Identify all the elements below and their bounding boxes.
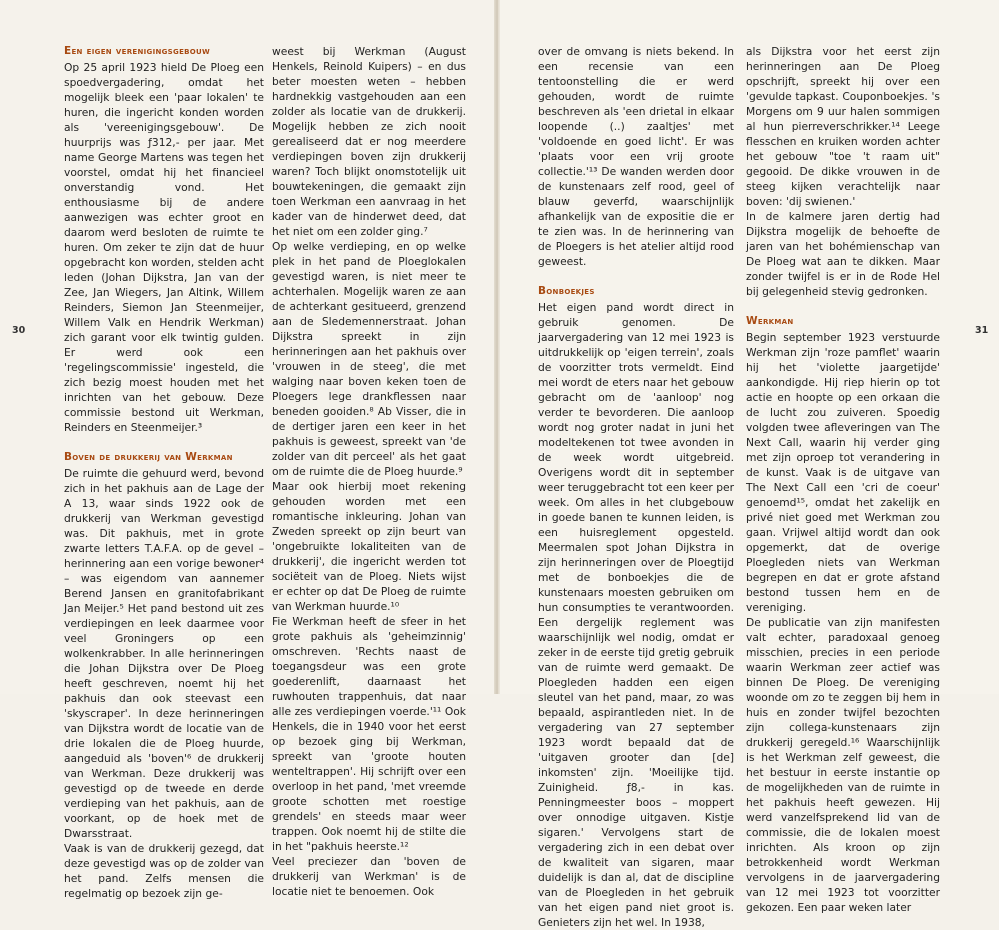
page-number-right: 31 [975,325,989,336]
section-heading-bonboekjes: Bonboekjes [538,285,595,297]
section-heading-eigen-verenigingsgebouw: Een eigen verenigingsgebouw [64,45,211,57]
paragraph: De publicatie van zijn manifesten valt echter, paradoxaal genoeg misschien, precies in een periode waarin Werkman zeer actief was binnen De Ploeg. De vereniging woonde om zo te zeggen bij hem in huis en zonder twijfel bezochten zijn collega-kunstenaars zijn drukkerij geregeld.¹⁶ Waarschijnlijk is het Werkman zelf geweest, die het bestuur in eerste instantie op de mogelijkheden van de ruimte in het pakhuis heeft gewezen. Hij werd vanzelfsprekend lid van de commissie, die de lokalen moest inrichten. Als kroon op zijn betrokkenheid wordt Werkman vervolgens in de jaarvergadering van 12 mei 1923 tot voorzitter gekozen. Een paar weken later [746,616,940,914]
paragraph: Op 25 april 1923 hield De Ploeg een spoedvergadering, omdat het mogelijk bleek een 'paar lokalen' te huren, die ingericht konden worden als 'vereenigingsgebouw'. De huurprijs was ƒ312,- per jaar. Met name George Martens was tegen het voorstel, omdat hij het financieel onverstandig vond. Het enthousiasme bij de andere aanwezigen was echter groot en daarom werd besloten de ruimte te huren. Om zeker te zijn dat de huur opgebracht kon worden, stelden acht leden (Johan Dijkstra, Jan van der Zee, Jan Wiegers, Jan Altink, Willem Reinders, Siemon Jan Steenmeijer, Willem Valk en Hendrik Werkman) zich garant voor elk twintig gulden. Er werd ook een 'regelingscommissie' ingesteld, die zich bezig moest houden met het inrichten van het gebouw. Deze commissie bestond uit Werkman, Reinders en Steenmeijer.³ [64,61,264,434]
paragraph: als Dijkstra voor het eerst zijn herinneringen aan De Ploeg opschrijft, spreekt hij over een 'gevulde tapkast. Couponboekjes. 's Morgens om 9 uur halen sommigen al hun pierreverschrikker.¹⁴ Leege flesschen en kruiken worden achter het gebouw "toe 't raam uit" gegooid. De dikke vrouwen in de steeg kijken verachtelijk naar boven: 'dij swienen.' [746,45,940,208]
paragraph: Fie Werkman heeft de sfeer in het grote pakhuis als 'geheimzinnig' omschreven. 'Rechts naast de toegangsdeur was een grote goederenlift, daarnaast het ruwhouten trappenhuis, dat naar alle zes verdiepingen voerde.'¹¹ Ook Henkels, die in 1940 voor het eerst op bezoek ging bij Werkman, spreekt van 'groote houten wenteltrappen'. Hij schrijft over een overloop in het pand, 'met vreemde groote schotten met roestige grendels' en steeds maar weer trappen. Ook noemt hij de stilte die in het "pakhuis heerste.¹² [272,615,466,853]
paragraph: Veel preciezer dan 'boven de drukkerij van Werkman' is de locatie niet te benoemen. Ook [272,855,466,898]
left-column-2 [272,44,466,899]
paragraph: Maar ook hierbij moet rekening gehouden worden met een romantische inkleuring. Johan van Zweden spreekt op zijn beurt van 'ongebruikte lokaliteiten van de drukkerij', die ingericht werden tot sociëteit van de Ploeg. Niets wijst er echter op dat De Ploeg de ruimte van Werkman huurde.¹⁰ [272,480,466,613]
right-column-1 [538,44,734,930]
paragraph: Begin september 1923 verstuurde Werkman zijn 'roze pamflet' waarin hij het 'violette jaargetijde' aankondigde. Hij riep hierin op tot actie en hoopte op een orkaan die de lucht zou zuiveren. Spoedig volgden twee afleveringen van The Next Call, waarin hij verder ging met zijn oproep tot verandering in de kunst. Vaak is de uitgave van The Next Call een 'cri de coeur' genoemd¹⁵, omdat het zakelijk en privé niet goed met Werkman zou gaan. Vrijwel altijd wordt dan ook opgemerkt, dat de overige Ploegleden niets van Werkman begrepen en dat er grote afstand bestond tussen hem en de vereniging. [746,331,940,614]
paragraph: In de kalmere jaren dertig had Dijkstra mogelijk de behoefte de jaren van het bohémienschap van De Ploeg wat aan te dikken. Maar zonder twijfel is er in de Rode Hel bij gelegenheid stevig gedronken. [746,210,940,298]
paragraph: Het eigen pand wordt direct in gebruik genomen. De jaarvergadering van 12 mei 1923 is uitdrukkelijk op 'eigen terrein', zoals de voorzitter trots vermeldt. Eind mei wordt de eters naar het gebouw gebracht om de 'aanloop' nog verder te bevorderen. Die aanloop wordt nog groter nadat in juni het modeltekenen tot twee avonden in de week wordt uitgebreid. Overigens wordt dit in september weer teruggebracht tot een keer per week. Om alles in het clubgebouw in goede banen te kunnen leiden, is een huisreglement opgesteld. Meermalen spot Johan Dijkstra in zijn herinneringen over de Ploegtijd met de bonboekjes die de kunstenaars moesten gebruiken om hun consumpties te verantwoorden. Een dergelijk reglement was waarschijnlijk wel nodig, omdat er zeker in de eerste tijd gretig gebruik van de ruimte werd gemaakt. De Ploegleden hadden een eigen sleutel van het pand, maar, zo was bepaald, aspirantleden niet. In de vergadering van 27 september 1923 wordt bepaald dat de 'uitgaven grooter dan [de] inkomsten' zijn. 'Moeilijke tijd. Zuinigheid. ƒ8,- in kas. Penningmeester boos – moppert over onnodige uitgaven. Kistje sigaren.' Vervolgens start de vergadering zich in een debat over de kwaliteit van sigaren, maar duidelijk is dan al, dat de discipline van de Ploegleden in het gebruik van het eigen pand niet groot is. Genieters zijn het wel. In 1938, [538,301,734,929]
paragraph: weest bij Werkman (August Henkels, Reinold Kuipers) – en dus beter moesten weten – hebben hardnekkig vastgehouden aan een zolder als locatie van de drukkerij. Mogelijk hebben ze zich nooit gerealiseerd dat er nog meerdere verdiepingen boven zijn drukkerij waren? Toch blijkt onomstotelijk uit bouwtekeningen, die gemaakt zijn toen Werkman een aanvraag in het kader van de hinderwet deed, dat het niet om een zolder ging.⁷ [272,45,466,238]
left-page [0,0,497,900]
right-column-2 [746,44,940,915]
section-heading-werkman: Werkman [746,315,794,327]
paragraph: over de omvang is niets bekend. In een recensie van een tentoonstelling die er werd gehouden, wordt de ruimte beschreven als 'een drietal in elkaar loopende (..) zaaltjes' met 'voldoende en goed licht'. Er was 'plaats voor een vrij groote collectie.'¹³ De wanden werden door de kunstenaars zelf rood, geel of blauw geverfd, waarschijnlijk afhankelijk van de expositie die er te zien was. In de herinnering van de Ploegers is het atelier altijd rood geweest. [538,45,734,268]
paragraph: Vaak is van de drukkerij gezegd, dat deze gevestigd was op de zolder van het pand. Zelfs mensen die regelmatig op bezoek zijn ge- [64,842,264,900]
paragraph: Op welke verdieping, en op welke plek in het pand de Ploeglokalen gevestigd waren, is niet meer te achterhalen. Mogelijk waren ze aan de achterkant gesitueerd, grenzend aan de Sledemennerstraat. Johan Dijkstra spreekt in zijn herinneringen aan het pakhuis over 'vrouwen in de steeg', die met walging naar boven keken toen de Ploegers lege drankflessen naar beneden gooiden.⁸ Ab Visser, die in de dertiger jaren een keer in het pakhuis is geweest, spreekt van 'de zolder van dit perceel' als het gaat om de ruimte die de Ploeg huurde.⁹ [272,240,466,478]
page-number-left: 30 [12,325,26,336]
section-heading-boven-de-drukkerij: Boven de drukkerij van Werkman [64,451,233,463]
left-column-1 [64,44,264,901]
paragraph: De ruimte die gehuurd werd, bevond zich in het pakhuis aan de Lage der A 13, waar sinds 1922 ook de drukkerij van Werkman gevestigd was. Dit pakhuis, met in grote zwarte letters T.A.F.A. op de gevel – herinnering aan een vorige bewoner⁴ – was eigendom van aannemer Berend Jansen en granitofabrikant Jan Meijer.⁵ Het pand bestond uit zes verdiepingen en leek daarmee voor veel Groningers op een wolkenkrabber. In alle herinneringen die Johan Dijkstra over De Ploeg heeft geschreven, noemt hij het pakhuis dan ook steevast een 'skyscraper'. In deze herinneringen van Dijkstra wordt de locatie van de drie lokalen die de Ploeg huurde, aangeduid als 'boven'⁶ de drukkerij van Werkman. Deze drukkerij was gevestigd op de tweede en derde verdieping van het pakhuis, aan de voorkant, op de hoek met de Dwarsstraat. [64,467,264,840]
